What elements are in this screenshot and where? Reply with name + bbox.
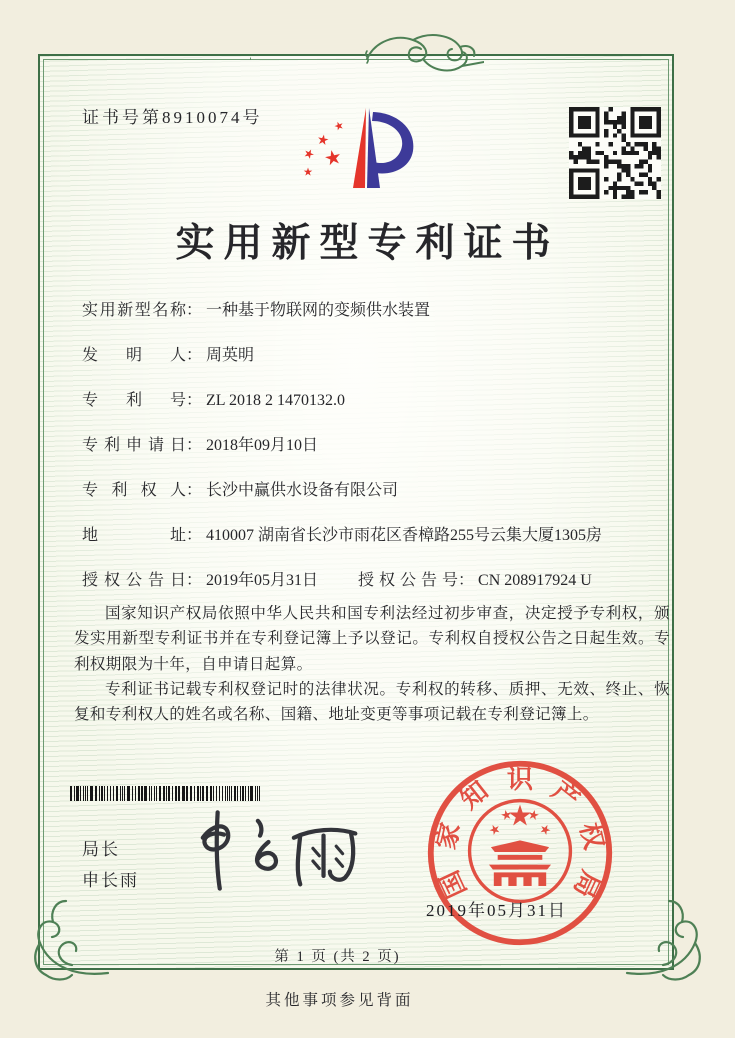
legal-text: [74, 601, 670, 727]
svg-text:产: 产: [546, 775, 585, 815]
field-row-patent-number: [82, 390, 642, 412]
field-colon: ：: [186, 482, 203, 499]
field-pair-grant-number: [358, 570, 592, 592]
field-row-grant: [82, 570, 642, 592]
legal-paragraph-1: 国家知识产权局依照中华人民共和国专利法经过初步审查，决定授予专利权，颁发实用新型专利证书并在专利登记簿上予以登记。专利权自授权公告之日起生效。专利权期限为十年，自申请日起算。: [74, 605, 670, 673]
field-value: 长沙中赢供水设备有限公司: [206, 482, 399, 499]
field-row-inventor: [82, 345, 642, 367]
svg-text:识: 识: [506, 765, 534, 795]
field-value: CN 208917924 U: [478, 572, 592, 589]
field-value: 周英明: [206, 347, 255, 364]
field-colon: ：: [458, 572, 475, 589]
svg-text:国: 国: [434, 866, 473, 903]
svg-text:知: 知: [455, 775, 494, 815]
seal-date: 2019年05月31日: [426, 901, 567, 920]
field-label: 授权公告日: [82, 572, 186, 589]
field-row-filing-date: [82, 435, 642, 457]
top-scroll-ornament-icon: [250, 29, 484, 89]
field-row-patentee: [82, 480, 642, 502]
barcode-icon: [70, 786, 264, 801]
bottom-right-flourish-icon: [623, 893, 715, 985]
field-colon: ：: [186, 347, 203, 364]
commissioner-block: [82, 834, 139, 896]
certificate-title: 实用新型专利证书: [175, 222, 560, 265]
legal-paragraph-2: 专利证书记载专利权登记时的法律状况。专利权的转移、质押、无效、终止、恢复和专利权人的姓名或名称、国籍、地址变更等事项记载在专利登记簿上。: [74, 680, 670, 723]
field-label: 专利号: [82, 392, 186, 409]
commissioner-title: 局长: [82, 840, 120, 859]
field-colon: ：: [186, 392, 203, 409]
svg-text:局: 局: [567, 866, 606, 903]
bottom-left-flourish-icon: [20, 893, 112, 985]
field-row-name: [82, 300, 642, 322]
field-colon: ：: [186, 572, 203, 589]
national-emblem: [470, 801, 571, 902]
field-value: 2018年09月10日: [206, 437, 319, 454]
svg-text:家: 家: [431, 819, 466, 853]
field-label: 专利权人: [82, 482, 186, 499]
field-colon: ：: [186, 527, 203, 544]
field-row-address: [82, 525, 642, 547]
field-colon: ：: [186, 302, 203, 319]
field-value: 410007 湖南省长沙市雨花区香樟路255号云集大厦1305房: [206, 527, 603, 544]
qr-code-icon: [569, 107, 661, 199]
commissioner-name: 申长雨: [82, 871, 139, 890]
field-label: 发明人: [82, 347, 186, 364]
field-label: 地址: [82, 527, 186, 544]
handwritten-signature-icon: [188, 806, 368, 896]
field-label: 授权公告号: [358, 572, 459, 589]
cnipa-patent-logo-icon: [293, 96, 433, 198]
svg-text:权: 权: [574, 819, 609, 853]
field-label: 实用新型名称: [82, 302, 186, 319]
page-number: 第 1 页 (共 2 页): [274, 949, 401, 965]
field-colon: ：: [186, 437, 203, 454]
field-value: ZL 2018 2 1470132.0: [206, 392, 345, 409]
field-label: 专利申请日: [82, 437, 186, 454]
certificate-number: 证书号第8910074号: [82, 108, 263, 127]
field-value: 2019年05月31日: [206, 572, 319, 589]
field-value: 一种基于物联网的变频供水装置: [206, 302, 431, 319]
footer-note: 其他事项参见背面: [265, 992, 414, 1009]
certificate-fields: [82, 300, 642, 615]
